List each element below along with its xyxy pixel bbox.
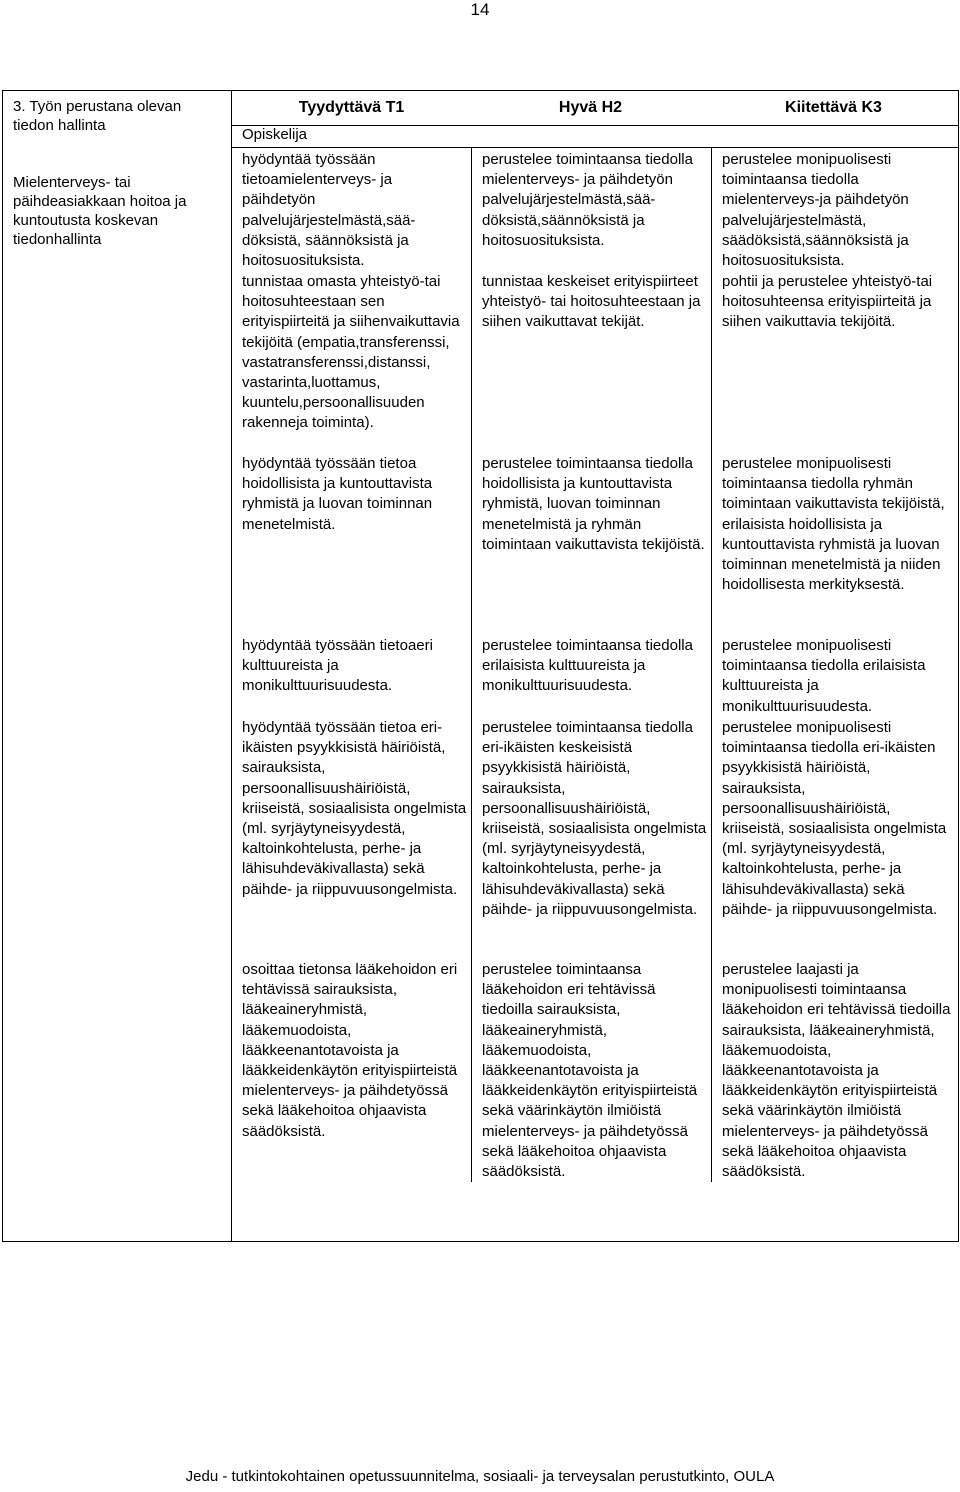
criterion-k3: perustelee monipuolisesti toimintaansa tiedolla ryhmän toimintaan vaikuttavista tekijöistä, erilaisista hoidollisista ja kuntouttavista ryhmistä ja luovan toiminnan menetelmistä ja niiden hoidollisesta merkityksestä.: [722, 455, 945, 594]
criterion-h2: perustelee toimintaansa tiedolla erilaisista kulttuureista ja monikulttuurisuudesta.: [482, 637, 693, 695]
grade-k3-header: Kiitettävä K3: [785, 99, 882, 116]
criterion-t1: hyödyntää työssään tietoa eri-ikäisten psyykkisistä häiriöistä, sairauksista, persoonallisuushäiriöistä, kriiseistä, sosiaalisista ongelmista (ml. syrjäytyneisyydestä, kaltoinkohtelusta, perhe- ja lähisuhdeväkivallasta) sekä päihde- ja riippuvuusongelmista.: [242, 719, 467, 898]
criterion-k3: perustelee monipuolisesti toimintaansa tiedolla mielenterveys-ja päihdetyön palvelujärjestelmästä, säädöksistä,säännöksistä ja hoitosuosituksista.: [722, 151, 909, 270]
column-k3: [712, 148, 957, 1182]
criteria-columns: [232, 147, 958, 1182]
column-t1: [232, 148, 472, 1182]
criterion-h2: perustelee toimintaansa tiedolla hoidollisista ja kuntouttavista ryhmistä, luovan toiminnan menetelmistä ja ryhmän toimintaan vaikuttavista tekijöistä.: [482, 455, 705, 553]
criterion-h2: perustelee toimintaansa lääkehoidon eri tehtävissä tiedoilla sairauksista, lääkeaineryhmistä, lääkemuodoista, lääkkeenantotavoista ja lääkkeidenkäytön erityispiirteistä sekä väärinkäytön ilmiöistä mielenterveys- ja päihdetyössä sekä lääkehoitoa ohjaavista säädöksistä.: [482, 961, 698, 1181]
criterion-k3: perustelee monipuolisesti toimintaansa tiedolla erilaisista kulttuureista ja monikulttuurisuudesta.: [722, 637, 926, 715]
section-heading: 3. Työn perustana olevan tiedon hallinta: [13, 98, 182, 134]
criterion-t1: hyödyntää työssään tietoa hoidollisista ja kuntouttavista ryhmistä ja luovan toiminnan menetelmistä.: [242, 455, 433, 533]
grade-header: [232, 91, 958, 125]
criterion-h2: perustelee toimintaansa tiedolla eri-ikäisten keskeisistä psyykkisistä häiriöistä, sairauksista, persoonallisuushäiriöistä, kriiseistä, sosiaalisista ongelmista (ml. syrjäytyneisyydestä, kaltoinkohtelusta, perhe- ja lähisuhdeväkivallasta) sekä päihde- ja riippuvuusongelmista.: [482, 719, 707, 918]
criterion-k3: perustelee laajasti ja monipuolisesti toimintaansa lääkehoidon eri tehtävissä tiedoilla sairauksista, lääkeaineryhmistä, lääkemuodoista, lääkkeenantotavoista ja lääkkeidenkäytön erityispiirteistä sekä väärinkäytön ilmiöistä mielenterveys- ja päihdetyössä sekä lääkehoitoa ohjaavista säädöksistä.: [722, 961, 951, 1181]
grade-h2-header: Hyvä H2: [558, 99, 623, 116]
criteria-cell: [232, 91, 959, 1242]
criterion-h2: tunnistaa keskeiset erityispiirteet yhteistyö- tai hoitosuhteestaan ja siihen vaikuttavat tekijät.: [482, 273, 701, 331]
column-h2: [472, 148, 712, 1182]
assessment-table: [2, 90, 959, 1242]
criterion-t1: tunnistaa omasta yhteistyö-tai hoitosuhteestaan sen erityispiirteitä ja siihenvaikuttavia tekijöitä (empatia,transferenssi, vastatransferenssi,distanssi, vastarinta,luottamus, kuuntelu,persoonallisuuden rakenneja toiminta).: [242, 273, 460, 432]
grade-t1-header: Tyydyttävä T1: [298, 99, 405, 116]
page-footer: Jedu - tutkintokohtainen opetussuunnitelma, sosiaali- ja terveysalan perustutkinto, OULA: [185, 1468, 775, 1485]
section-topic: Mielenterveys- tai päihdeasiakkaan hoitoa ja kuntoutusta koskevan tiedonhallinta: [13, 174, 187, 248]
subject-label: Opiskelija: [232, 125, 958, 147]
page-number: 14: [470, 0, 490, 19]
criterion-k3: pohtii ja perustelee yhteistyö-tai hoitosuhteensa erityispiirteitä ja siihen vaikuttavia tekijöitä.: [722, 273, 933, 331]
criterion-k3: perustelee monipuolisesti toimintaansa tiedolla eri-ikäisten psyykkisistä häiriöistä, sairauksista, persoonallisuushäiriöistä, kriiseistä, sosiaalisista ongelmista (ml. syrjäytyneisyydestä, kaltoinkohtelusta, perhe- ja lähisuhdeväkivallasta) sekä päihde- ja riippuvuusongelmista.: [722, 719, 947, 918]
criterion-t1: osoittaa tietonsa lääkehoidon eri tehtävissä sairauksista, lääkeaineryhmistä, lääkemuodoista, lääkkeenantotavoista ja lääkkeidenkäytön erityispiirteistä mielenterveys- ja päihdetyössä sekä lääkehoitoa ohjaavista säädöksistä.: [242, 961, 458, 1140]
left-cell: [3, 91, 232, 1242]
criterion-t1: hyödyntää työssään tietoamielenterveys- ja päihdetyön palvelujärjestelmästä,sää-döksistä, säännöksistä ja hoitosuosituksista.: [242, 151, 416, 270]
criterion-t1: hyödyntää työssään tietoaeri kulttuureista ja monikulttuurisuudesta.: [242, 637, 433, 695]
criterion-h2: perustelee toimintaansa tiedolla mielenterveys- ja päihdetyön palvelujärjestelmästä,sää-döksistä,säännöksistä ja hoitosuosituksista.: [482, 151, 693, 249]
